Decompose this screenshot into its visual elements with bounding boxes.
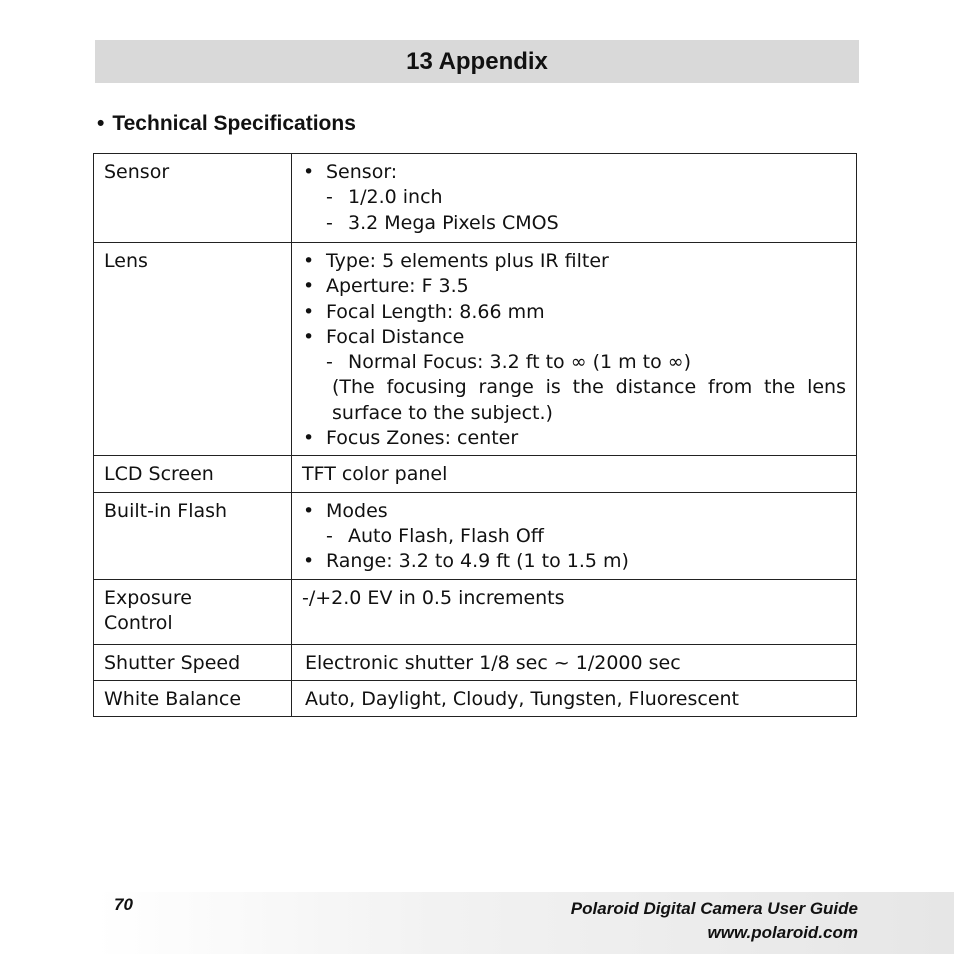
spec-value-shutter: Electronic shutter 1/8 sec ~ 1/2000 sec bbox=[292, 644, 857, 680]
list-item: • Range: 3.2 to 4.9 ft (1 to 1.5 m) bbox=[302, 549, 846, 574]
list-item: • Aperture: F 3.5 bbox=[302, 274, 846, 299]
spec-label-sensor: Sensor bbox=[94, 154, 292, 243]
sub-item: - Normal Focus: 3.2 ft to ∞ (1 m to ∞) bbox=[326, 351, 692, 374]
table-row-flash bbox=[94, 492, 857, 579]
section-title: Technical Specifications bbox=[112, 112, 356, 135]
section-bullet: • bbox=[97, 112, 105, 135]
table-row-exposure bbox=[94, 579, 857, 644]
sub-item: - 1/2.0 inch bbox=[326, 186, 443, 209]
spec-value-lcd: TFT color panel bbox=[292, 456, 857, 492]
spec-label-flash: Built-in Flash bbox=[94, 492, 292, 579]
section-heading bbox=[97, 112, 356, 136]
spec-value-lens bbox=[292, 243, 857, 456]
list-item: • Focus Zones: center bbox=[302, 426, 846, 451]
spec-label-lens: Lens bbox=[94, 243, 292, 456]
list-item: • Modes bbox=[302, 499, 846, 524]
list-item: • Type: 5 elements plus IR filter bbox=[302, 249, 846, 274]
spec-value-exposure: -/+2.0 EV in 0.5 increments bbox=[292, 579, 857, 644]
spec-value-flash bbox=[292, 492, 857, 579]
table-row-sensor bbox=[94, 154, 857, 243]
list-item: • Sensor: bbox=[302, 160, 846, 185]
spec-label-white-balance: White Balance bbox=[94, 680, 292, 716]
page-number: 70 bbox=[114, 895, 133, 914]
sub-item: - Auto Flash, Flash Off bbox=[326, 524, 544, 547]
guide-title: Polaroid Digital Camera User Guide bbox=[570, 899, 858, 918]
spec-label-lcd: LCD Screen bbox=[94, 456, 292, 492]
spec-label-exposure: Exposure Control bbox=[94, 579, 292, 644]
table-row-shutter bbox=[94, 644, 857, 680]
chapter-title: 13 Appendix bbox=[406, 47, 548, 75]
table-row-white-balance bbox=[94, 680, 857, 716]
list-item: • Focal Distance bbox=[302, 325, 846, 350]
spec-label-shutter: Shutter Speed bbox=[94, 644, 292, 680]
list-item: • Focal Length: 8.66 mm bbox=[302, 300, 846, 325]
spec-value-sensor bbox=[292, 154, 857, 243]
guide-url: www.polaroid.com bbox=[707, 923, 858, 942]
chapter-header bbox=[95, 40, 859, 83]
focus-note: (The focusing range is the distance from the lens surface to the subject.) bbox=[332, 376, 846, 424]
sub-item: - 3.2 Mega Pixels CMOS bbox=[326, 211, 559, 234]
specs-table bbox=[93, 153, 857, 717]
table-row-lens bbox=[94, 243, 857, 456]
table-row-lcd bbox=[94, 456, 857, 492]
spec-value-white-balance: Auto, Daylight, Cloudy, Tungsten, Fluorescent bbox=[292, 680, 857, 716]
